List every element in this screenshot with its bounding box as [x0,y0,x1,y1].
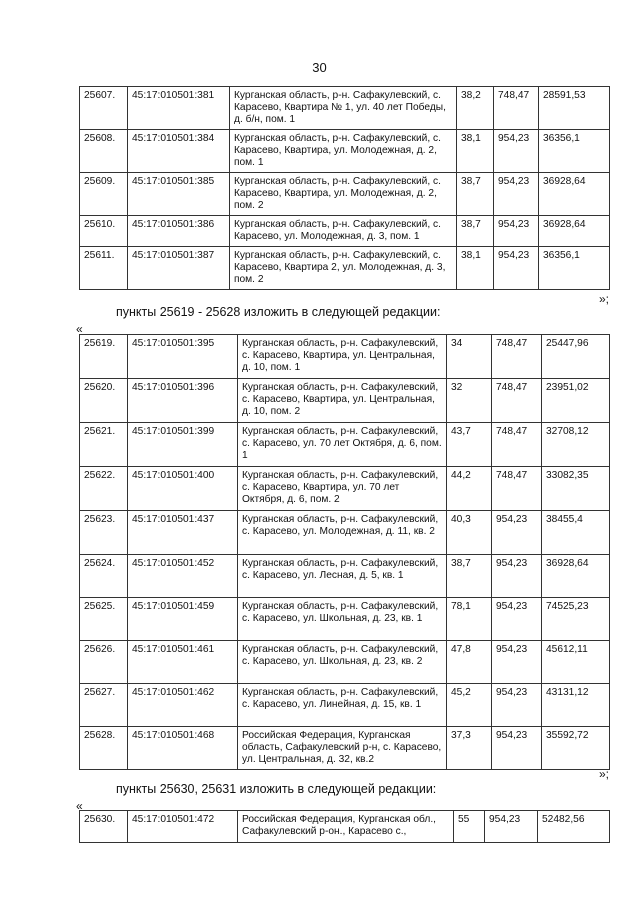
amendment-paragraph: пункты 25630, 25631 изложить в следующей редакции: [116,782,437,796]
table-row [80,423,610,467]
cadastral-number: 45:17:010501:385 [128,173,230,216]
area: 55 [454,811,485,843]
table-row [80,641,610,684]
amendment-paragraph: пункты 25619 - 25628 изложить в следующей редакции: [116,305,441,319]
unit-value: 954,23 [492,555,542,598]
cadastral-value: 52482,56 [538,811,610,843]
address: Курганская область, р-н. Сафакулевский, с. Карасево, ул. 70 лет Октября, д. 6, пом. 1 [238,423,447,467]
cadastral-value: 45612,11 [542,641,610,684]
row-number: 25626. [80,641,128,684]
row-number: 25619. [80,335,128,379]
cadastral-number: 45:17:010501:462 [128,684,238,727]
area: 47,8 [447,641,492,684]
row-number: 25627. [80,684,128,727]
cadastral-value: 36356,1 [539,247,610,290]
unit-value: 748,47 [492,467,542,511]
address: Курганская область, р-н. Сафакулевский, с. Карасево, Квартира, ул. Молодежная, д. 2, пом. 2 [230,173,457,216]
address: Российская Федерация, Курганская обл., Сафакулевский р-он., Карасево с., [238,811,454,843]
address: Курганская область, р-н. Сафакулевский, с. Карасево, ул. Школьная, д. 23, кв. 2 [238,641,447,684]
area: 45,2 [447,684,492,727]
address: Курганская область, р-н. Сафакулевский, с. Карасево, ул. Линейная, д. 15, кв. 1 [238,684,447,727]
unit-value: 954,23 [485,811,538,843]
address: Курганская область, р-н. Сафакулевский, с. Карасево, Квартира 2, ул. Молодежная, д. 3, пом. 2 [230,247,457,290]
area: 78,1 [447,598,492,641]
row-number: 25623. [80,511,128,555]
cadastral-number: 45:17:010501:396 [128,379,238,423]
row-number: 25622. [80,467,128,511]
unit-value: 954,23 [492,727,542,770]
cadastral-number: 45:17:010501:468 [128,727,238,770]
row-number: 25624. [80,555,128,598]
row-number: 25630. [80,811,128,843]
cadastral-number: 45:17:010501:452 [128,555,238,598]
unit-value: 748,47 [494,87,539,130]
row-number: 25609. [80,173,128,216]
opening-quote-mark: « [76,322,83,336]
row-number: 25607. [80,87,128,130]
unit-value: 954,23 [492,684,542,727]
address: Курганская область, р-н. Сафакулевский, с. Карасево, Квартира, ул. Центральная, д. 10, пом. 2 [238,379,447,423]
table-row [80,467,610,511]
address: Курганская область, р-н. Сафакулевский, с. Карасево, Квартира № 1, ул. 40 лет Победы, д. б/н, пом. 1 [230,87,457,130]
table-row [80,130,610,173]
table-row [80,555,610,598]
unit-value: 748,47 [492,335,542,379]
unit-value: 954,23 [492,641,542,684]
cadastral-value: 36928,64 [539,216,610,247]
area: 38,2 [457,87,494,130]
area: 32 [447,379,492,423]
opening-quote-mark: « [76,799,83,813]
cadastral-value: 38455,4 [542,511,610,555]
address: Курганская область, р-н. Сафакулевский, с. Карасево, Квартира, ул. 70 лет Октября, д. 6, пом. 2 [238,467,447,511]
cadastral-value: 33082,35 [542,467,610,511]
address: Курганская область, р-н. Сафакулевский, с. Карасево, ул. Школьная, д. 23, кв. 1 [238,598,447,641]
cadastral-number: 45:17:010501:437 [128,511,238,555]
table-row [80,727,610,770]
row-number: 25620. [80,379,128,423]
cadastral-value: 36356,1 [539,130,610,173]
address: Российская Федерация, Курганская область, Сафакулевский р-н, с. Карасево, ул. Центральная, д. 32, кв.2 [238,727,447,770]
unit-value: 954,23 [494,216,539,247]
address: Курганская область, р-н. Сафакулевский, с. Карасево, ул. Молодежная, д. 11, кв. 2 [238,511,447,555]
cadastral-number: 45:17:010501:399 [128,423,238,467]
row-number: 25611. [80,247,128,290]
area: 38,7 [457,173,494,216]
row-number: 25625. [80,598,128,641]
cadastral-value: 74525,23 [542,598,610,641]
cadastral-number: 45:17:010501:384 [128,130,230,173]
cadastral-value: 25447,96 [542,335,610,379]
area: 37,3 [447,727,492,770]
unit-value: 954,23 [494,173,539,216]
cadastral-number: 45:17:010501:386 [128,216,230,247]
cadastral-value: 43131,12 [542,684,610,727]
unit-value: 748,47 [492,379,542,423]
address: Курганская область, р-н. Сафакулевский, с. Карасево, Квартира, ул. Центральная, д. 10, пом. 1 [238,335,447,379]
cadastral-number: 45:17:010501:381 [128,87,230,130]
address: Курганская область, р-н. Сафакулевский, с. Карасево, ул. Лесная, д. 5, кв. 1 [238,555,447,598]
property-table-1 [79,86,610,290]
closing-quote-mark: »; [598,292,609,306]
cadastral-number: 45:17:010501:400 [128,467,238,511]
address: Курганская область, р-н. Сафакулевский, с. Карасево, Квартира, ул. Молодежная, д. 2, пом. 1 [230,130,457,173]
area: 38,7 [447,555,492,598]
cadastral-value: 32708,12 [542,423,610,467]
cadastral-value: 28591,53 [539,87,610,130]
row-number: 25608. [80,130,128,173]
area: 34 [447,335,492,379]
unit-value: 954,23 [492,511,542,555]
table-row [80,379,610,423]
area: 43,7 [447,423,492,467]
row-number: 25621. [80,423,128,467]
cadastral-value: 36928,64 [542,555,610,598]
area: 44,2 [447,467,492,511]
area: 38,7 [457,216,494,247]
cadastral-value: 36928,64 [539,173,610,216]
unit-value: 954,23 [492,598,542,641]
area: 38,1 [457,247,494,290]
row-number: 25610. [80,216,128,247]
table-row [80,247,610,290]
table-row [80,511,610,555]
cadastral-number: 45:17:010501:459 [128,598,238,641]
address: Курганская область, р-н. Сафакулевский, с. Карасево, ул. Молодежная, д. 3, пом. 1 [230,216,457,247]
cadastral-number: 45:17:010501:472 [128,811,238,843]
table-row [80,598,610,641]
cadastral-value: 23951,02 [542,379,610,423]
table-row [80,216,610,247]
unit-value: 954,23 [494,130,539,173]
property-table-3 [79,810,610,843]
cadastral-number: 45:17:010501:395 [128,335,238,379]
table-row [80,684,610,727]
table-row [80,87,610,130]
area: 38,1 [457,130,494,173]
table-row [80,173,610,216]
page-number: 30 [312,60,327,75]
cadastral-number: 45:17:010501:387 [128,247,230,290]
unit-value: 748,47 [492,423,542,467]
property-table-2 [79,334,610,770]
closing-quote-mark: »; [598,767,609,781]
table-row [80,811,610,843]
cadastral-number: 45:17:010501:461 [128,641,238,684]
row-number: 25628. [80,727,128,770]
table-row [80,335,610,379]
cadastral-value: 35592,72 [542,727,610,770]
area: 40,3 [447,511,492,555]
unit-value: 954,23 [494,247,539,290]
